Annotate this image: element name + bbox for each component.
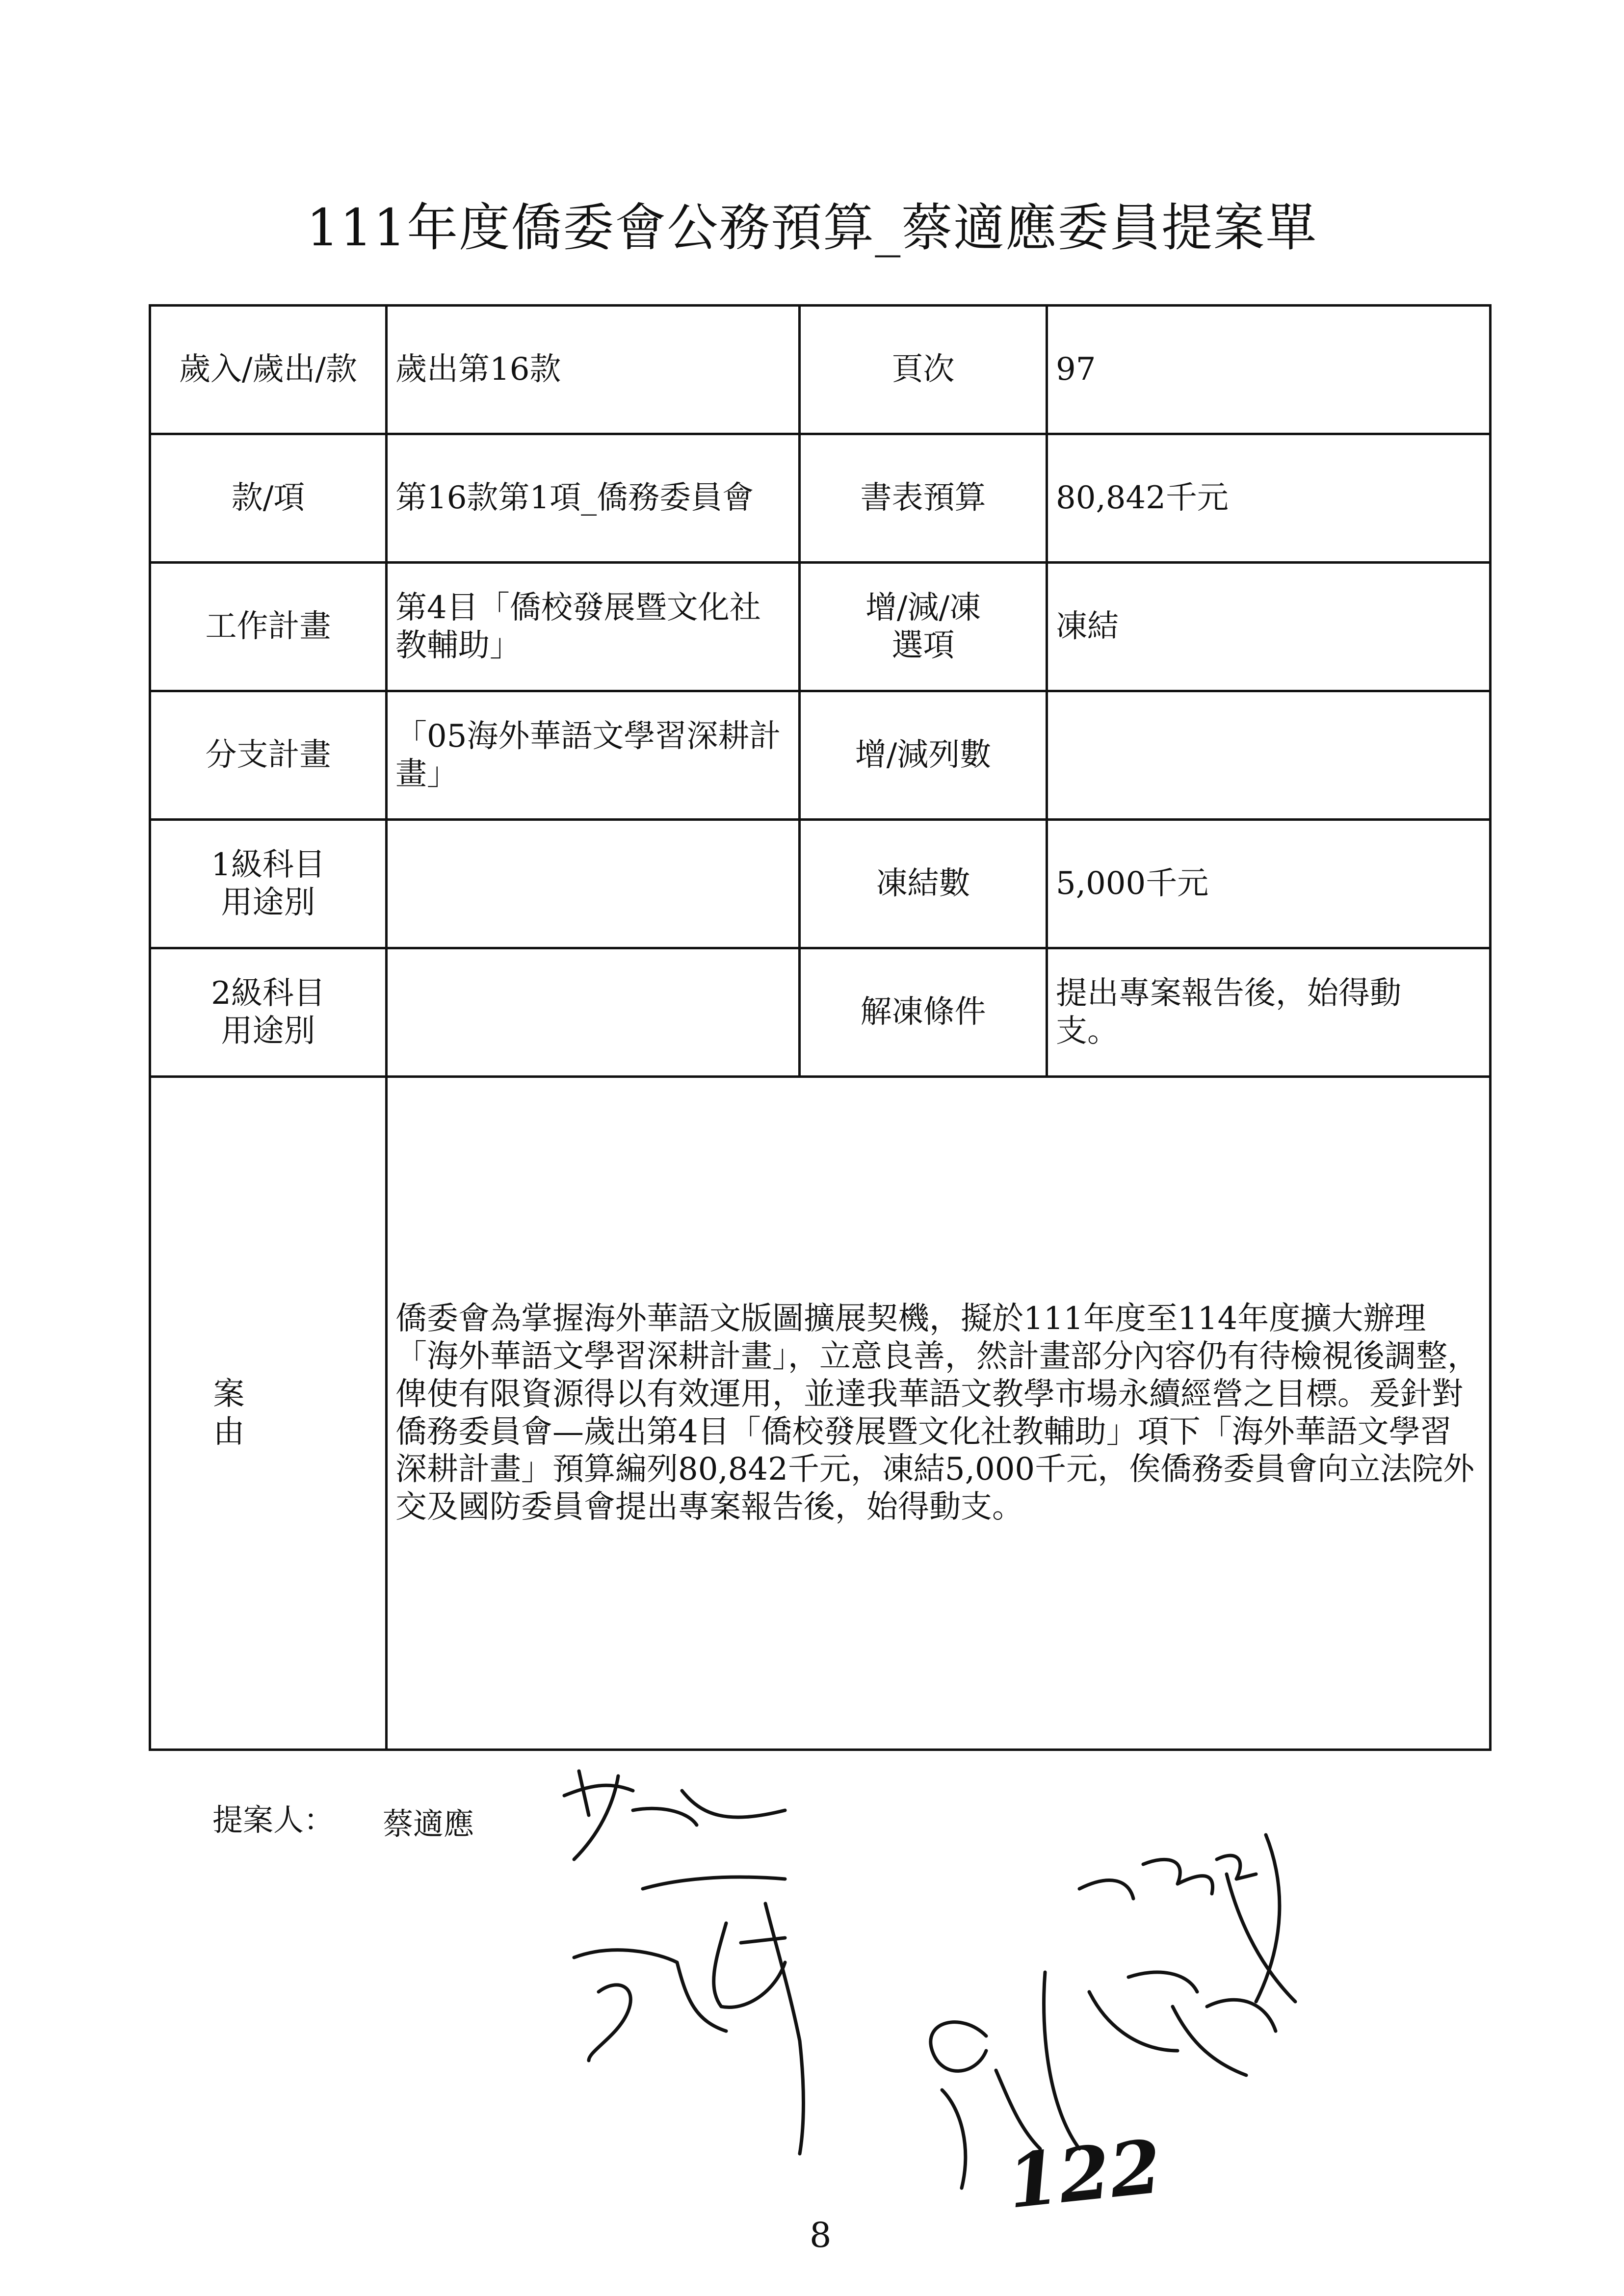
field-label: 分支計畫: [150, 691, 387, 820]
field-label: 解凍條件: [800, 948, 1047, 1077]
reason-text: 僑委會為掌握海外華語文版圖擴展契機，擬於111年度至114年度擴大辦理「海外華語文學習深耕計畫」，立意良善，然計畫部分內容仍有待檢視後調整，俾使有限資源得以有效運用，並達我華語文教學市場永續經營之目標。爰針對僑務委員會—歲出第4目「僑校發展暨文化社教輔助」項下「海外華語文學習深耕計畫」預算編列80,842千元，凍結5,000千元，俟僑務委員會向立法院外交及國防委員會提出專案報告後，始得動支。: [387, 1077, 1491, 1750]
reason-label: 案由: [150, 1077, 387, 1750]
field-value: 97: [1047, 306, 1491, 434]
field-value: 「05海外華語文學習深耕計畫」: [387, 691, 800, 820]
signature-2: [574, 1877, 804, 2154]
field-label: 1級科目用途別: [150, 820, 387, 948]
field-label: 頁次: [800, 306, 1047, 434]
proposer-label: 提案人：: [212, 1802, 335, 1838]
field-label: 歲入/歲出/款: [150, 306, 387, 434]
field-value: 80,842千元: [1047, 434, 1491, 563]
field-label: 書表預算: [800, 434, 1047, 563]
proposer-name: 蔡適應: [383, 1806, 474, 1842]
field-label: 增/減列數: [800, 691, 1047, 820]
field-label: 2級科目用途別: [150, 948, 387, 1077]
field-value: 第16款第1項_僑務委員會: [387, 434, 800, 563]
field-label: 款/項: [150, 434, 387, 563]
page-number: 8: [810, 2215, 832, 2255]
handwritten-note: 122: [1003, 2123, 1166, 2225]
field-label: 增/減/凍選項: [800, 563, 1047, 691]
field-value: 5,000千元: [1047, 820, 1491, 948]
page-title: 111年度僑委會公務預算_蔡適應委員提案單: [306, 198, 1318, 258]
field-value: 歲出第16款: [387, 306, 800, 434]
field-value: 凍結: [1047, 563, 1491, 691]
field-value: 提出專案報告後，始得動支。: [1047, 948, 1491, 1077]
signature-1: [564, 1771, 785, 1859]
field-label: 凍結數: [800, 820, 1047, 948]
field-value: 第4目「僑校發展暨文化社教輔助」: [387, 563, 800, 691]
field-label: 工作計畫: [150, 563, 387, 691]
